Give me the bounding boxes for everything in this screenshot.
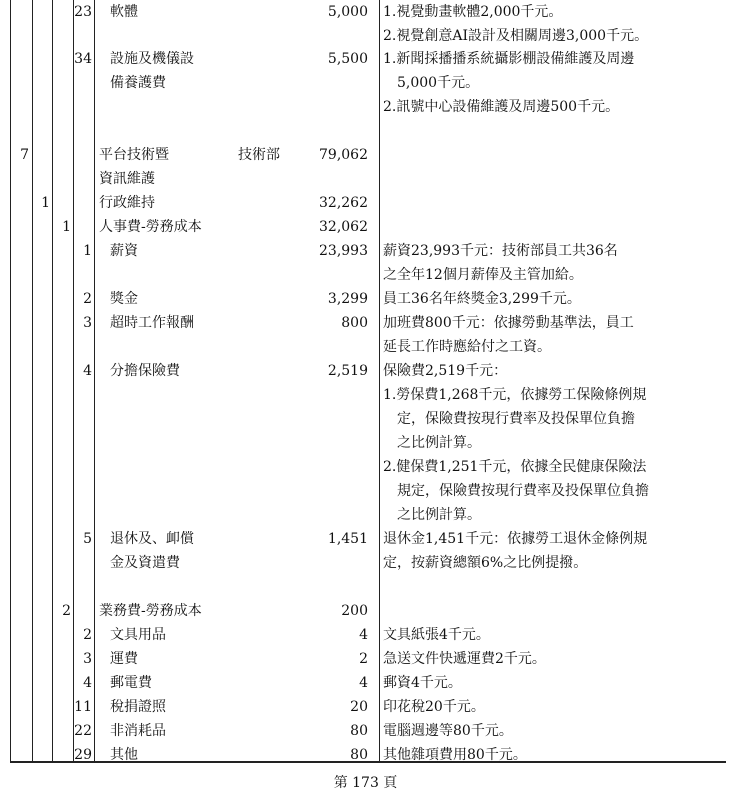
code-level-4: 4 [83, 675, 92, 691]
description-line: 之比例計算。 [397, 435, 481, 451]
description-line: 定，保險費按現行費率及投保單位負擔 [397, 411, 635, 427]
item-name: 人事費-勞務成本 [99, 219, 202, 235]
code-level-4: 23 [74, 4, 92, 20]
code-level-4: 34 [74, 51, 92, 67]
description-line: 規定，保險費按現行費率及投保單位負擔 [397, 483, 649, 499]
amount: 5,000 [327, 4, 368, 20]
code-level-4: 2 [83, 627, 92, 643]
description-line: 1.視覺動畫軟體2,000千元。 [383, 4, 563, 20]
department: 技術部 [238, 147, 280, 163]
code-level-4: 29 [74, 747, 92, 763]
description-line: 1.新聞採播播系統攝影棚設備維護及周邊 [383, 51, 635, 67]
amount: 2,519 [327, 363, 368, 379]
description-line: 定，按薪資總額6%之比例提撥。 [383, 555, 588, 571]
description-line: 5,000千元。 [397, 75, 480, 91]
column-rule [379, 0, 380, 762]
item-name: 退休及、卹償 [110, 531, 194, 547]
item-name: 薪資 [110, 243, 138, 259]
description-line: 郵資4千元。 [383, 675, 462, 691]
amount: 2 [359, 651, 368, 667]
description-line: 之比例計算。 [397, 507, 481, 523]
description-line: 員工36名年終獎金3,299千元。 [383, 291, 581, 307]
item-name: 平台技術暨 [99, 147, 169, 163]
item-name: 文具用品 [110, 627, 166, 643]
code-level-4: 11 [74, 699, 92, 715]
item-name: 金及資遣費 [110, 555, 180, 571]
amount: 3,299 [327, 291, 368, 307]
amount: 800 [341, 315, 368, 331]
code-level-3: 1 [62, 219, 71, 235]
code-level-4: 4 [83, 363, 92, 379]
code-level-3: 2 [62, 603, 71, 619]
description-line: 2.視覺創意AI設計及相關周邊3,000千元。 [383, 28, 649, 44]
code-level-4: 3 [83, 651, 92, 667]
description-line: 2.訊號中心設備維護及周邊500千元。 [383, 99, 620, 115]
description-line: 之全年12個月薪俸及主管加給。 [383, 267, 583, 283]
item-name: 郵電費 [110, 675, 152, 691]
amount: 80 [350, 723, 368, 739]
item-name: 分擔保險費 [110, 363, 180, 379]
item-name: 備養護費 [110, 75, 166, 91]
amount: 32,262 [319, 195, 368, 211]
item-name: 設施及機儀設 [110, 51, 194, 67]
column-rule [94, 0, 95, 762]
amount: 4 [359, 627, 368, 643]
code-level-4: 22 [74, 723, 92, 739]
item-name: 資訊維護 [99, 171, 155, 187]
column-rule [32, 0, 33, 762]
item-name: 非消耗品 [110, 723, 166, 739]
description-line: 印花稅20千元。 [383, 699, 485, 715]
amount: 80 [350, 747, 368, 763]
amount: 200 [341, 603, 368, 619]
description-line: 文具紙張4千元。 [383, 627, 490, 643]
code-level-2: 1 [41, 195, 50, 211]
description-line: 其他雜項費用80千元。 [383, 747, 527, 763]
amount: 20 [350, 699, 368, 715]
description-line: 延長工作時應給付之工資。 [383, 339, 551, 355]
amount: 1,451 [327, 531, 368, 547]
item-name: 運費 [110, 651, 138, 667]
amount: 79,062 [319, 147, 368, 163]
item-name: 超時工作報酬 [110, 315, 194, 331]
code-level-1: 7 [20, 147, 29, 163]
description-line: 加班費800千元：依據勞動基準法，員工 [383, 315, 634, 331]
item-name: 其他 [110, 747, 138, 763]
code-level-4: 2 [83, 291, 92, 307]
code-level-4: 3 [83, 315, 92, 331]
item-name: 行政維持 [99, 195, 155, 211]
description-line: 電腦週邊等80千元。 [383, 723, 513, 739]
description-line: 1.勞保費1,268千元，依據勞工保險條例規 [383, 387, 647, 403]
item-name: 獎金 [110, 291, 138, 307]
description-line: 薪資23,993千元：技術部員工共36名 [383, 243, 618, 259]
item-name: 業務費-勞務成本 [99, 603, 202, 619]
amount: 23,993 [319, 243, 368, 259]
amount: 4 [359, 675, 368, 691]
description-line: 保險費2,519千元： [383, 363, 508, 379]
description-line: 急送文件快遞運費2千元。 [383, 651, 546, 667]
code-level-4: 1 [83, 243, 92, 259]
column-rule [10, 0, 11, 762]
amount: 5,500 [327, 51, 368, 67]
item-name: 軟體 [110, 4, 138, 20]
amount: 32,062 [319, 219, 368, 235]
code-level-4: 5 [83, 531, 92, 547]
item-name: 稅捐證照 [110, 699, 166, 715]
description-line: 2.健保費1,251千元，依據全民健康保險法 [383, 459, 647, 475]
description-line: 退休金1,451千元：依據勞工退休金條例規 [383, 531, 648, 547]
column-rule [52, 0, 53, 762]
page-number: 第 173 頁 [333, 775, 398, 791]
